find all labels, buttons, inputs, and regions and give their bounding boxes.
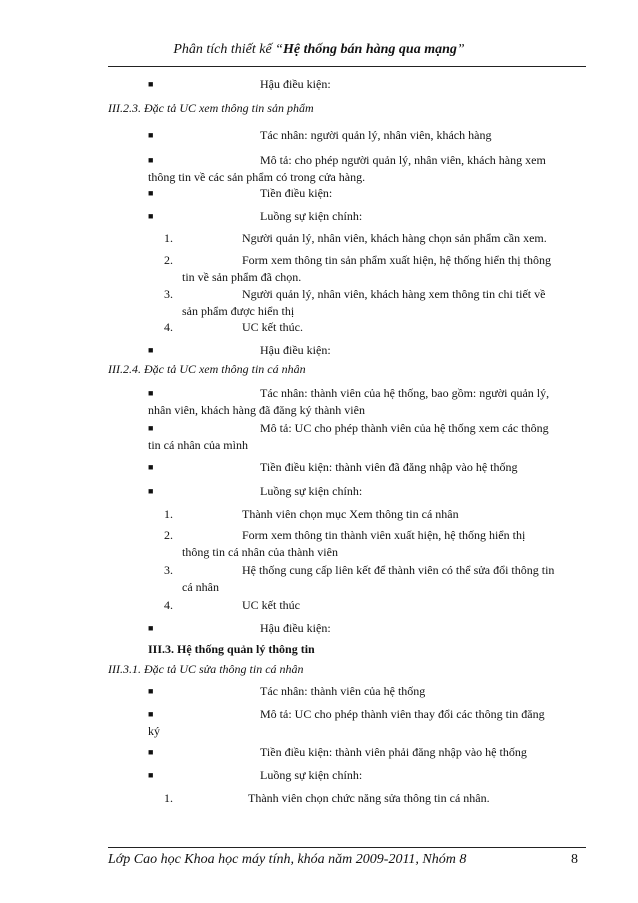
bullet-icon: ■ [148, 155, 154, 165]
bullet-text: Hậu điều kiện: [260, 77, 331, 91]
bullet-continuation: tin cá nhân của mình [148, 438, 248, 452]
bullet-text: Mô tả: cho phép người quản lý, nhân viên, khách hàng xem [260, 153, 546, 167]
item-text: Form xem thông tin sản phẩm xuất hiện, hệ thống hiển thị thông [242, 253, 551, 267]
bullet-icon: ■ [148, 130, 154, 140]
bullet-icon: ■ [148, 623, 154, 633]
item-number: 1. [164, 791, 173, 805]
item-number: 3. [164, 563, 173, 577]
page-number: 8 [571, 852, 578, 867]
item-continuation: sản phẩm được hiển thị [182, 304, 295, 318]
header-title: Hệ thống bán hàng qua mạng [282, 42, 457, 57]
bullet-text: Tiền điều kiện: thành viên đã đăng nhập vào hệ thống [260, 460, 518, 474]
bullet-continuation: thông tin về các sản phẩm có trong cửa hàng. [148, 170, 366, 184]
bullet-text: Tác nhân: thành viên của hệ thống [260, 684, 426, 698]
item-number: 3. [164, 287, 173, 301]
item-continuation: thông tin cá nhân của thành viên [182, 545, 338, 559]
item-text: Hệ thống cung cấp liên kết để thành viên có thể sửa đổi thông tin [242, 563, 555, 577]
bullet-icon: ■ [148, 770, 154, 780]
bullet-text: Tác nhân: người quản lý, nhân viên, khách hàng [260, 128, 492, 142]
bullet-text: Tiền điều kiện: thành viên phải đăng nhập vào hệ thống [260, 745, 527, 759]
bullet-icon: ■ [148, 462, 154, 472]
bullet-text: Hậu điều kiện: [260, 343, 331, 357]
item-continuation: cá nhân [182, 580, 219, 594]
section-heading: III.2.3. Đặc tả UC xem thông tin sản phẩm [108, 101, 314, 115]
section-heading-bold: III.3. Hệ thống quản lý thông tin [148, 642, 315, 656]
header-suffix: ” [456, 42, 465, 57]
page-footer [108, 852, 586, 868]
item-number: 4. [164, 320, 173, 334]
bullet-icon: ■ [148, 686, 154, 696]
bullet-text: Luồng sự kiện chính: [260, 484, 363, 498]
item-text: UC kết thúc [242, 598, 300, 612]
section-heading: III.2.4. Đặc tả UC xem thông tin cá nhân [108, 362, 306, 376]
bullet-text: Mô tả: UC cho phép thành viên của hệ thống xem các thông [260, 421, 549, 435]
footer-text: Lớp Cao học Khoa học máy tính, khóa năm 2009-2011, Nhóm 8 [108, 852, 467, 867]
bullet-icon: ■ [148, 211, 154, 221]
item-text: UC kết thúc. [242, 320, 303, 334]
item-number: 2. [164, 253, 173, 267]
bullet-text: Tác nhân: thành viên của hệ thống, bao gồm: người quản lý, [260, 386, 550, 400]
bullet-continuation: nhân viên, khách hàng đã đăng ký thành viên [148, 403, 365, 417]
bullet-icon: ■ [148, 345, 154, 355]
header-prefix: Phân tích thiết kế “ [173, 42, 283, 57]
bullet-text: Hậu điều kiện: [260, 621, 331, 635]
header-divider [108, 66, 586, 67]
bullet-icon: ■ [148, 388, 154, 398]
item-text: Người quản lý, nhân viên, khách hàng xem thông tin chi tiết về [242, 287, 546, 301]
bullet-icon: ■ [148, 486, 154, 496]
bullet-icon: ■ [148, 747, 154, 757]
footer-divider [108, 847, 586, 848]
bullet-icon: ■ [148, 188, 154, 198]
item-text: Form xem thông tin thành viên xuất hiện, hệ thống hiển thị [242, 528, 526, 542]
item-number: 2. [164, 528, 173, 542]
section-heading: III.3.1. Đặc tả UC sửa thông tin cá nhân [108, 662, 304, 676]
bullet-icon: ■ [148, 709, 154, 719]
bullet-continuation: ký [148, 724, 160, 738]
bullet-text: Luồng sự kiện chính: [260, 768, 363, 782]
bullet-text: Tiền điều kiện: [260, 186, 333, 200]
item-text: Người quản lý, nhân viên, khách hàng chọn sản phẩm cần xem. [242, 231, 547, 245]
bullet-icon: ■ [148, 423, 154, 433]
bullet-text: Luồng sự kiện chính: [260, 209, 363, 223]
item-number: 1. [164, 507, 173, 521]
bullet-text: Mô tả: UC cho phép thành viên thay đổi các thông tin đăng [260, 707, 545, 721]
item-continuation: tin về sản phẩm đã chọn. [182, 270, 302, 284]
item-text: Thành viên chọn mục Xem thông tin cá nhân [242, 507, 459, 521]
page-header [0, 42, 638, 58]
bullet-icon: ■ [148, 79, 154, 89]
item-number: 4. [164, 598, 173, 612]
item-text: Thành viên chọn chức năng sửa thông tin cá nhân. [248, 791, 490, 805]
item-number: 1. [164, 231, 173, 245]
